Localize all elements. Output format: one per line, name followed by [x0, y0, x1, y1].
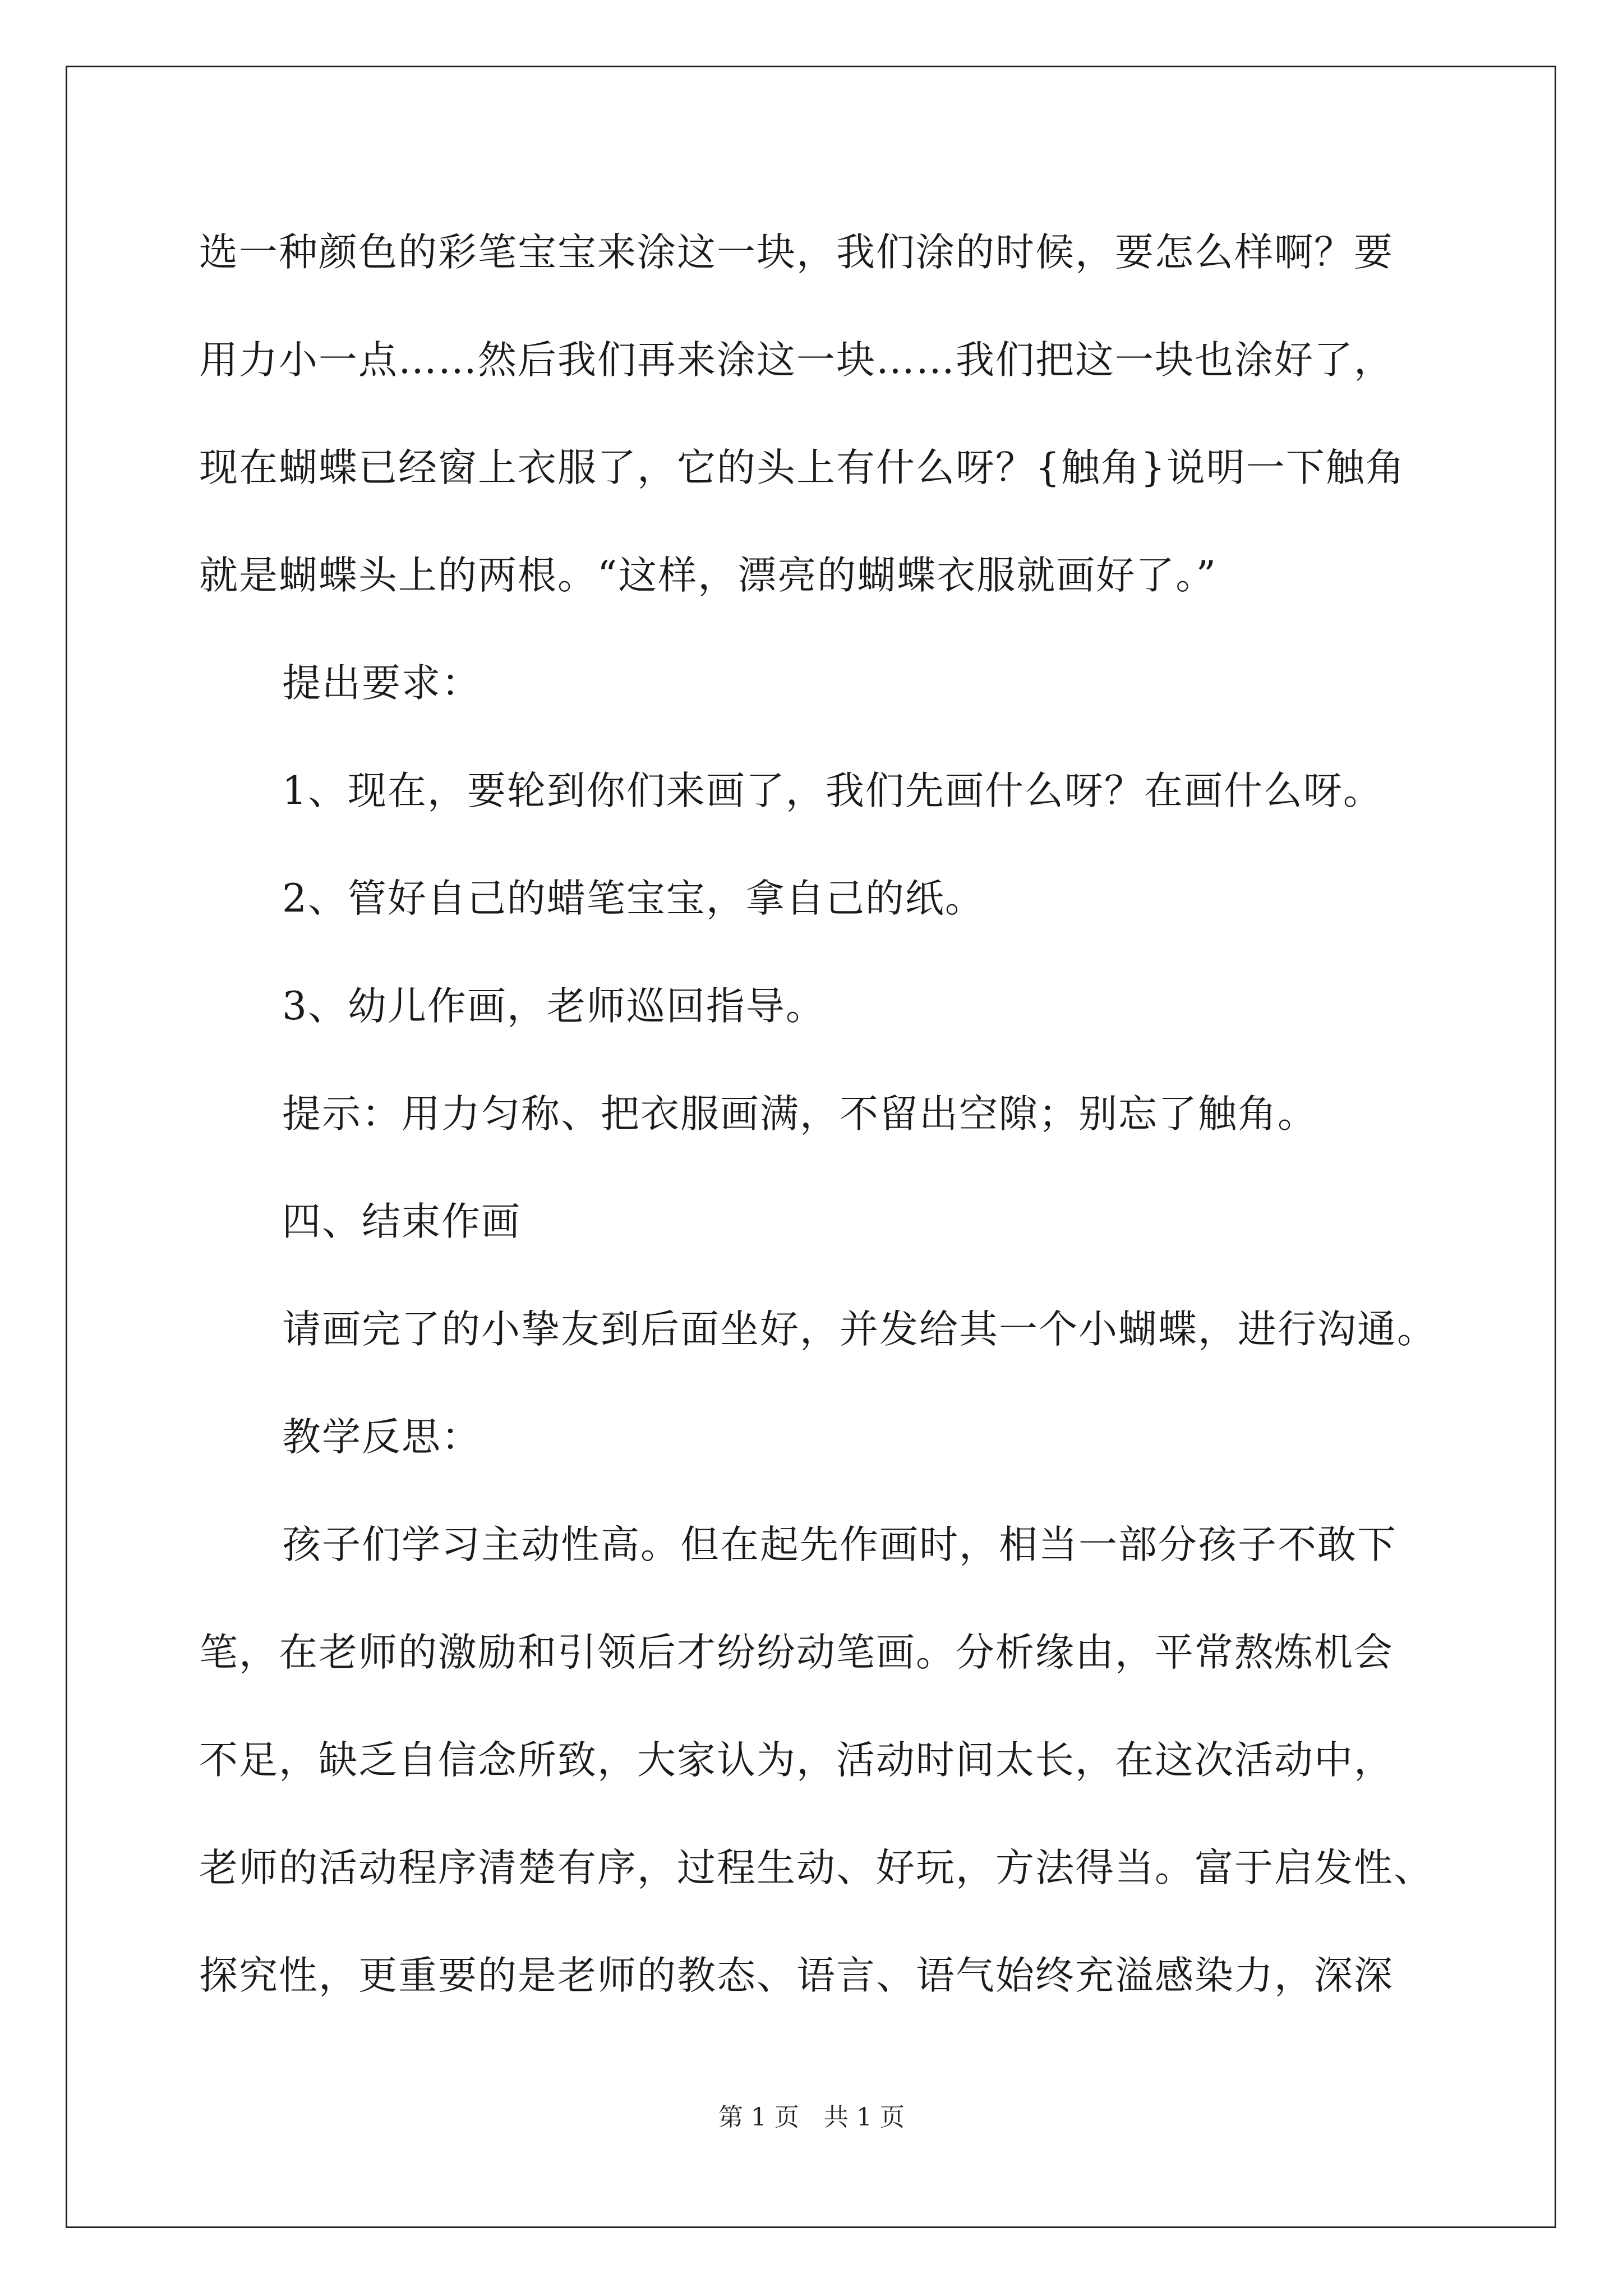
text-line-3: 现在蝴蝶已经窗上衣服了，它的头上有什么呀？{触角}说明一下触角: [199, 445, 1405, 490]
reflection-line-4: 老师的活动程序清楚有序，过程生动、好玩，方法得当。富于启发性、: [199, 1846, 1433, 1890]
list-item-1: 1、现在，要轮到你们来画了，我们先画什么呀？在画什么呀。: [282, 769, 1383, 813]
reflection-line-3: 不足，缺乏自信念所致，大家认为，活动时间太长，在这次活动中，: [199, 1738, 1394, 1783]
reflection-line-1: 孩子们学习主动性高。但在起先作画时，相当一部分孩子不敢下: [282, 1522, 1397, 1567]
list-item-3: 3、幼儿作画，老师巡回指导。: [282, 984, 826, 1029]
text-line-4: 就是蝴蝶头上的两根。“这样，漂亮的蝴蝶衣服就画好了。”: [199, 553, 1218, 598]
list-item-2: 2、管好自己的蜡笔宝宝，拿自己的纸。: [282, 876, 985, 921]
section-heading-end: 四、结束作画: [282, 1199, 521, 1244]
document-body: [199, 219, 1450, 2050]
reflection-line-2: 笔，在老师的激励和引领后才纷纷动笔画。分析缘由，平常熬炼机会: [199, 1630, 1394, 1675]
section-heading-requirements: 提出要求：: [282, 661, 481, 706]
section-heading-reflection: 教学反思：: [282, 1415, 481, 1460]
hint-paragraph: 提示：用力匀称、把衣服画满，不留出空隙；别忘了触角。: [282, 1092, 1317, 1137]
end-paragraph: 请画完了的小挚友到后面坐好，并发给其一个小蝴蝶，进行沟通。: [282, 1307, 1437, 1352]
text-line-2: 用力小一点……然后我们再来涂这一块……我们把这一块也涂好了，: [199, 338, 1394, 383]
page-footer: 第 1 页 共 1 页: [718, 2103, 905, 2132]
text-line-1: 选一种颜色的彩笔宝宝来涂这一块，我们涂的时候，要怎么样啊？要: [199, 230, 1394, 275]
reflection-line-5: 探究性，更重要的是老师的教态、语言、语气始终充溢感染力，深深: [199, 1953, 1394, 1998]
